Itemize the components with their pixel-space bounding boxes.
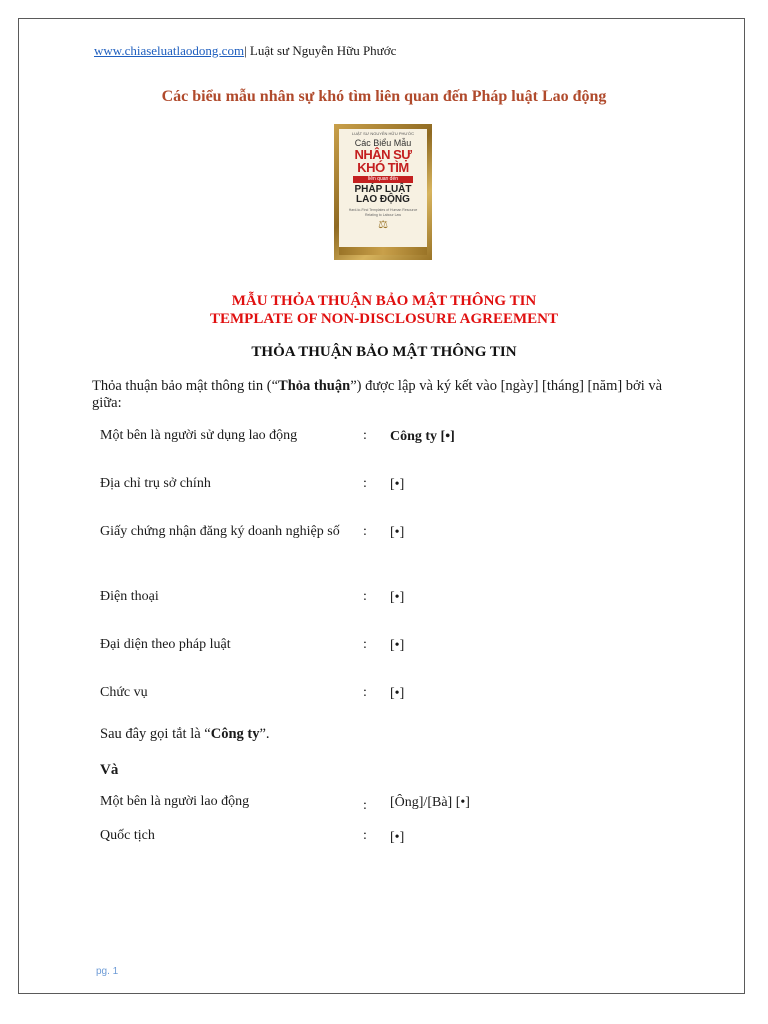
business-registration-value: [•] [390, 525, 405, 540]
section-title: THỎA THUẬN BẢO MẬT THÔNG TIN [251, 344, 517, 360]
book-english-subtitle: Hard-to-Find Templates of Human Resource Relating to Labour Law [348, 208, 418, 217]
book-title-line3: KHÓ TÌM [357, 160, 409, 175]
book-title-line1: Các Biểu Mẫu [354, 138, 412, 148]
address-value: [•] [390, 477, 405, 492]
intro-pre: Thỏa thuận bảo mật thông tin (“ [92, 378, 279, 394]
position-label: Chức vụ [100, 685, 148, 700]
company-definition-post: ”. [259, 726, 270, 742]
website-link[interactable]: www.chiaseluatlaodong.com [94, 43, 245, 58]
book-cover-footer-band [339, 247, 427, 255]
address-colon: : [363, 476, 367, 491]
employer-value: Công ty [•] [390, 429, 455, 444]
agreement-title-vi: MẪU THỎA THUẬN BẢO MẬT THÔNG TIN [231, 293, 537, 309]
nationality-colon: : [363, 828, 367, 843]
employer-colon: : [363, 428, 367, 443]
document-title: Các biểu mẫu nhân sự khó tìm liên quan đến Pháp luật Lao động [161, 88, 607, 105]
header-separator: | [244, 43, 247, 58]
book-cover-image [334, 124, 432, 260]
agreement-title-en: TEMPLATE OF NON-DISCLOSURE AGREEMENT [210, 311, 558, 327]
nationality-label: Quốc tịch [100, 828, 155, 843]
and-heading: Và [100, 762, 119, 778]
company-definition [100, 726, 270, 743]
address-label: Địa chỉ trụ sở chính [100, 476, 211, 491]
intro-post: ”) được lập và ký kết vào [ngày] [tháng] [năm] bởi và giữa: [92, 378, 663, 411]
book-author: LUẬT SƯ NGUYỄN HỮU PHƯỚC [351, 131, 415, 136]
employee-label: Một bên là người lao động [100, 794, 250, 809]
header-author: Luật sư Nguyễn Hữu Phước [246, 43, 397, 58]
intro-bold-term: Thỏa thuận [278, 378, 351, 394]
company-definition-bold: Công ty [210, 726, 260, 742]
position-value: [•] [390, 686, 405, 701]
intro-paragraph [92, 378, 692, 412]
position-colon: : [363, 685, 367, 700]
page-number: pg. 1 [96, 966, 119, 977]
phone-value: [•] [390, 590, 405, 605]
employee-colon: : [363, 798, 367, 813]
book-title-line5: LAO ĐỘNG [356, 194, 410, 205]
legal-representative-label: Đại diện theo pháp luật [100, 637, 231, 652]
legal-representative-colon: : [363, 637, 367, 652]
book-cover-inner [339, 129, 427, 255]
book-title-line2: NHÂN SỰ [354, 147, 412, 162]
phone-label: Điện thoại [100, 589, 159, 604]
business-registration-colon: : [363, 524, 367, 539]
book-title-band: liên quan đến [353, 176, 413, 183]
employee-value: [Ông]/[Bà] [•] [390, 795, 470, 810]
scales-of-justice-icon: ⚖ [378, 219, 388, 232]
phone-colon: : [363, 589, 367, 604]
page-header [94, 43, 396, 59]
company-definition-pre: Sau đây gọi tắt là “ [100, 726, 211, 742]
nationality-value: [•] [390, 830, 405, 845]
legal-representative-value: [•] [390, 638, 405, 653]
employer-label: Một bên là người sử dụng lao động [100, 428, 298, 443]
business-registration-label: Giấy chứng nhận đăng ký doanh nghiệp số [100, 524, 340, 539]
book-title-line4: PHÁP LUẬT [354, 184, 412, 195]
